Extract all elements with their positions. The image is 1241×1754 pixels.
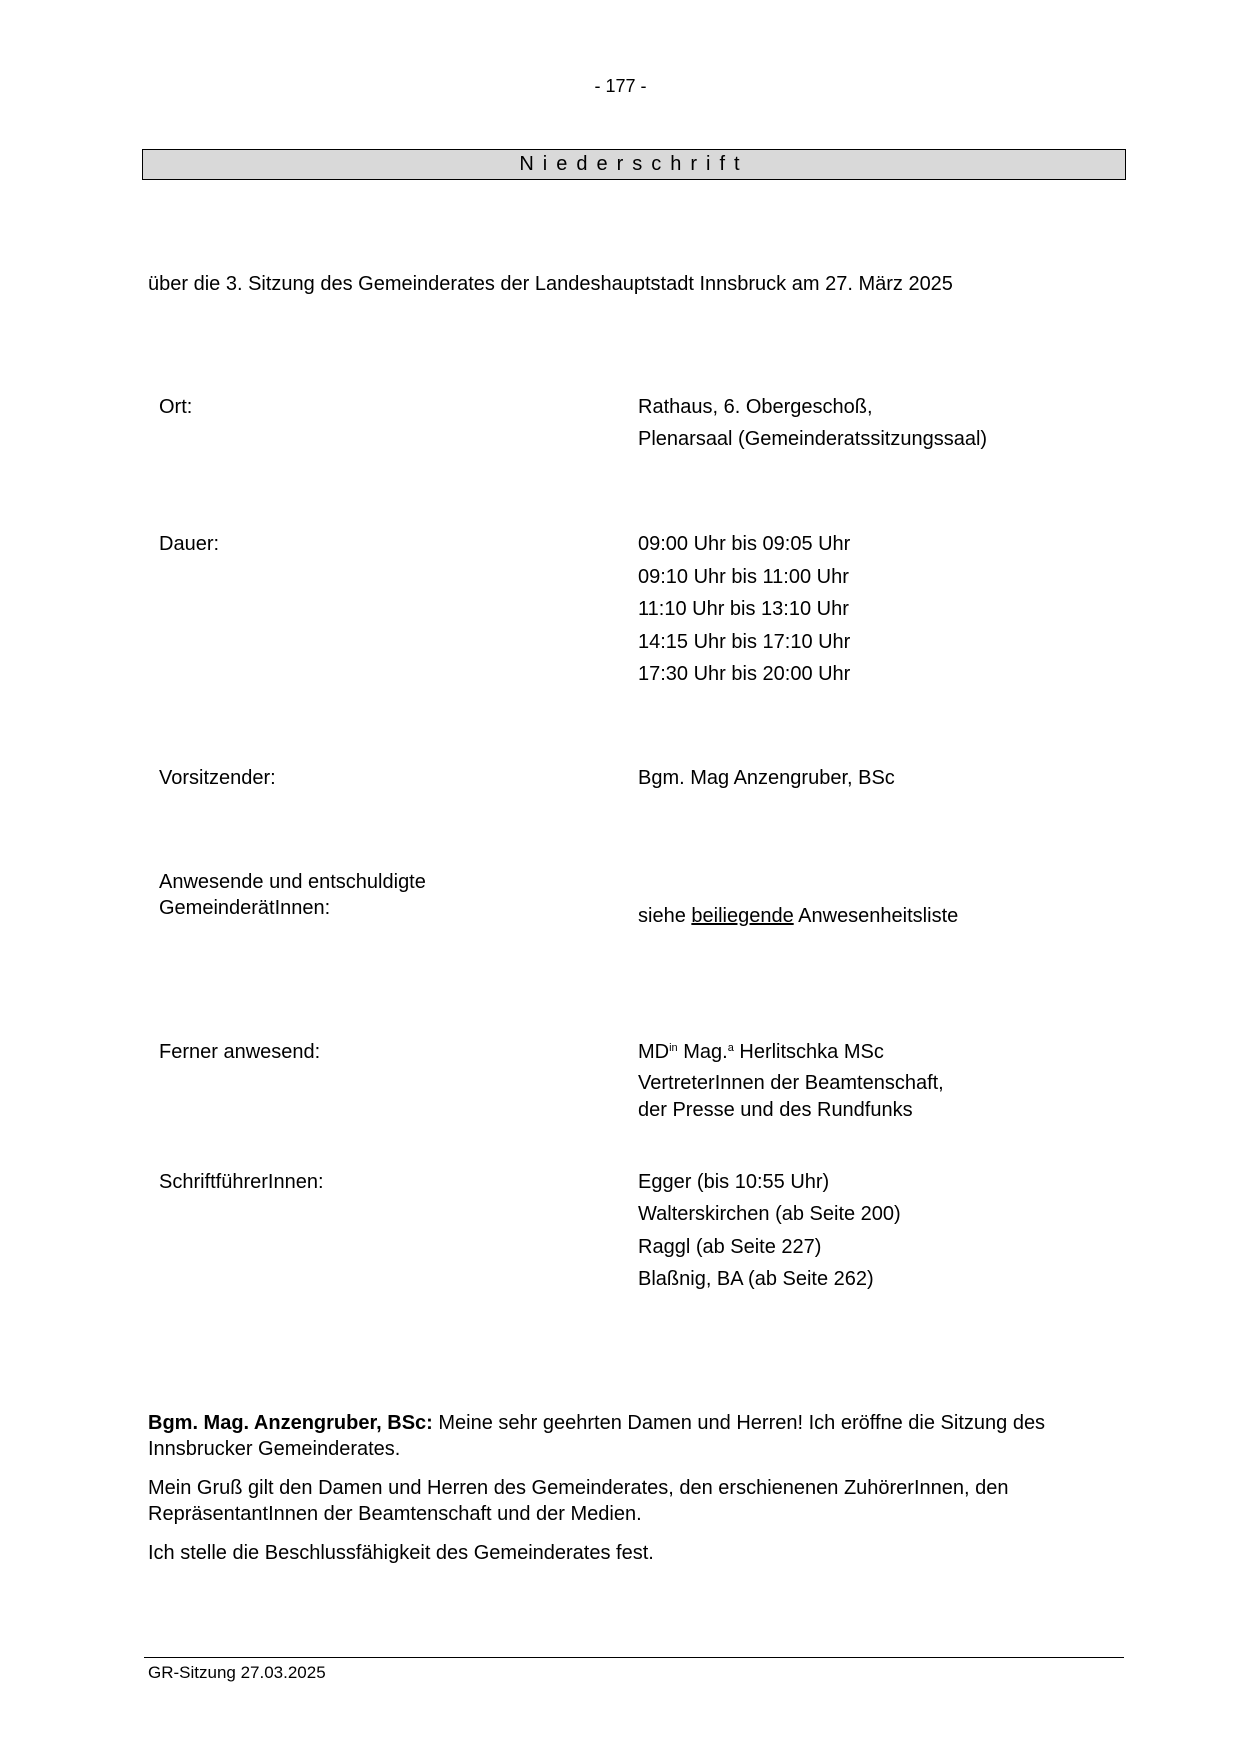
schrift-label: SchriftführerInnen: <box>159 1171 324 1193</box>
ort-value-2: Plenarsaal (Gemeinderatssitzungssaal) <box>638 428 988 450</box>
schrift-value: Blaßnig, BA (ab Seite 262) <box>638 1268 874 1290</box>
footer-text: GR-Sitzung 27.03.2025 <box>148 1663 326 1682</box>
dauer-label: Dauer: <box>159 533 220 555</box>
vorsitz-label: Vorsitzender: <box>159 767 276 789</box>
ferner-value-3: der Presse und des Rundfunks <box>638 1099 913 1121</box>
footer-divider <box>144 1657 1124 1658</box>
page-number: - 177 - <box>594 76 647 96</box>
anwesende-value: siehe beiliegende Anwesenheitsliste <box>638 905 959 927</box>
dauer-value: 14:15 Uhr bis 17:10 Uhr <box>638 631 851 653</box>
anwesende-label-1: Anwesende und entschuldigte <box>159 871 426 893</box>
speech-paragraph-1: Bgm. Mag. Anzengruber, BSc: Meine sehr geehrten Damen und Herren! Ich eröffne die Sitzung des Innsbrucker Gemeinderates. <box>148 1412 1046 1460</box>
speech-paragraph-2: Mein Gruß gilt den Damen und Herren des Gemeinderates, den erschienenen ZuhörerInnen, den RepräsentantInnen der Beamtenschaft und der Medien. <box>148 1477 1009 1525</box>
dauer-value: 11:10 Uhr bis 13:10 Uhr <box>638 598 849 620</box>
speech-paragraph-3: Ich stelle die Beschlussfähigkeit des Gemeinderates fest. <box>148 1542 654 1564</box>
schrift-value: Walterskirchen (ab Seite 200) <box>638 1203 901 1225</box>
ferner-label: Ferner anwesend: <box>159 1041 321 1063</box>
schrift-value: Raggl (ab Seite 227) <box>638 1236 822 1258</box>
intro-line: über die 3. Sitzung des Gemeinderates der Landeshauptstadt Innsbruck am 27. März 2025 <box>148 273 953 295</box>
ort-value-1: Rathaus, 6. Obergeschoß, <box>638 396 873 418</box>
dauer-value: 17:30 Uhr bis 20:00 Uhr <box>638 663 851 685</box>
schrift-value: Egger (bis 10:55 Uhr) <box>638 1171 830 1193</box>
anwesende-label-2: GemeinderätInnen: <box>159 897 331 919</box>
dauer-value: 09:10 Uhr bis 11:00 Uhr <box>638 566 849 588</box>
ferner-value-1: $MD^{in}$ Mag.$^a$ Herlitschka MSc <box>638 1041 884 1063</box>
document-title: Niederschrift <box>142 149 1126 180</box>
ferner-value-2: VertreterInnen der Beamtenschaft, <box>638 1072 944 1094</box>
ort-label: Ort: <box>159 396 193 418</box>
dauer-value: 09:00 Uhr bis 09:05 Uhr <box>638 533 851 555</box>
vorsitz-value: Bgm. Mag Anzengruber, BSc <box>638 767 895 789</box>
